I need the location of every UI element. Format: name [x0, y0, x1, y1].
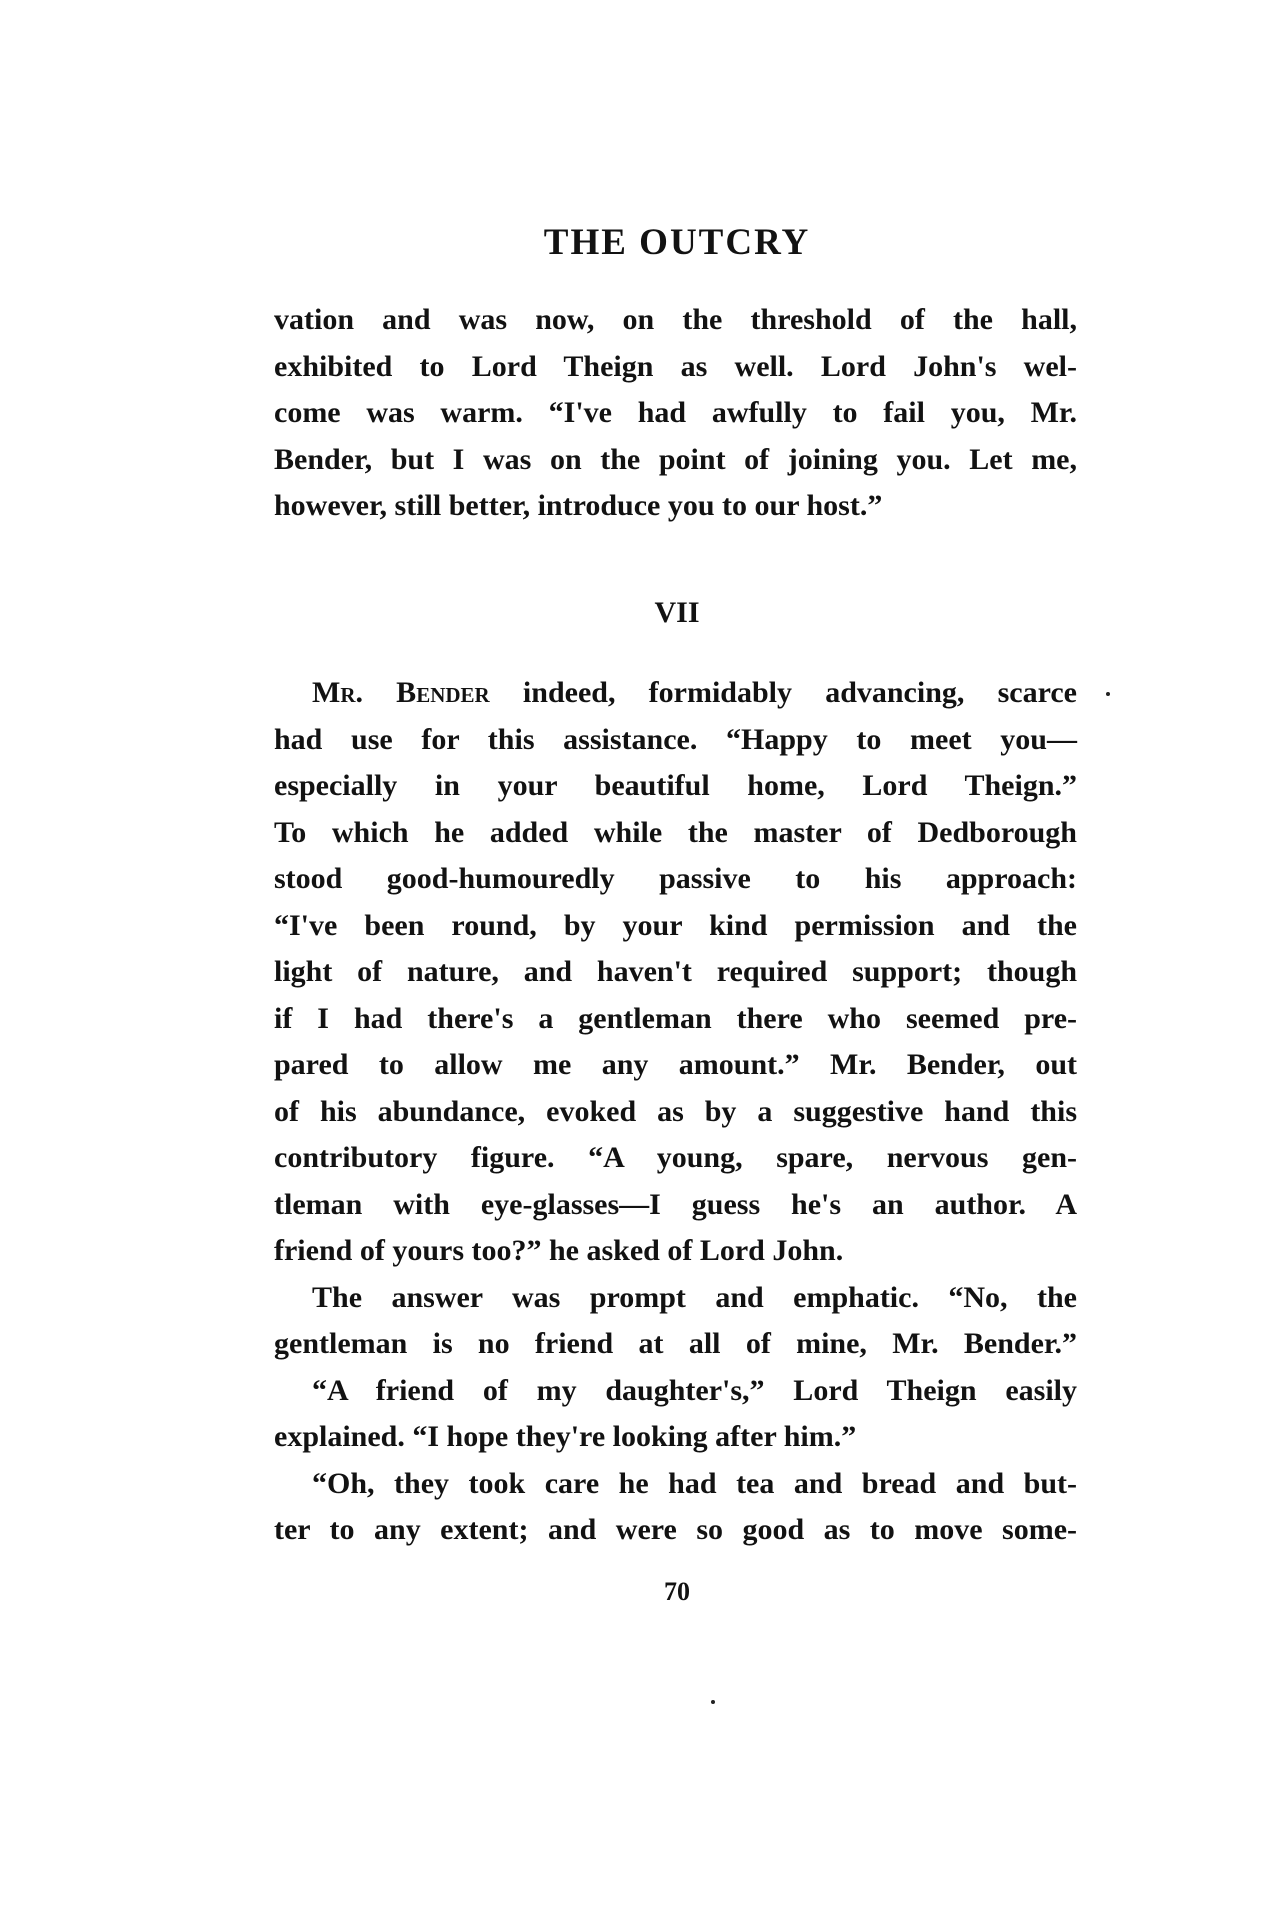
text-line: of his abundance, evoked as by a suggestive hand this — [274, 1094, 1077, 1128]
text-line: gentleman is no friend at all of mine, Mr. Bender.” — [274, 1327, 1077, 1360]
page-number: 70 — [664, 1577, 690, 1606]
text-line: vation and was now, on the threshold of the hall, — [274, 303, 1077, 336]
section-heading: VII — [654, 596, 700, 629]
text-line: “I've been round, by your kind permission and the — [274, 908, 1077, 942]
running-title: THE OUTCRY — [543, 222, 811, 263]
text-line: ter to any extent; and were so good as to move some- — [274, 1513, 1077, 1546]
text-line: however, still better, introduce you to our host.” — [274, 489, 883, 522]
scan-speck — [1106, 692, 1110, 696]
text-line-rest: indeed, formidably advancing, scarce — [489, 676, 1077, 709]
text-line: friend of yours too?” he asked of Lord John. — [274, 1234, 844, 1267]
text-block-continuation — [274, 297, 1077, 530]
text-line: exhibited to Lord Theign as well. Lord John's wel- — [274, 349, 1077, 383]
text-line — [274, 670, 1077, 717]
text-block-section-vii — [274, 670, 1077, 1554]
text-line: Bender, but I was on the point of joining you. Let me, — [274, 442, 1077, 476]
text-line: pared to allow me any amount.” Mr. Bender, out — [274, 1048, 1077, 1081]
text-line: “A friend of my daughter's,” Lord Theign easily — [312, 1373, 1077, 1407]
text-line: light of nature, and haven't required support; though — [274, 955, 1077, 988]
text-line: To which he added while the master of Dedborough — [274, 815, 1077, 849]
text-line: “Oh, they took care he had tea and bread and but- — [312, 1466, 1077, 1500]
text-line: tleman with eye-glasses—I guess he's an author. A — [274, 1187, 1077, 1221]
text-line: stood good-humouredly passive to his approach: — [274, 862, 1077, 895]
text-line: come was warm. “I've had awfully to fail you, Mr. — [274, 396, 1077, 429]
small-caps-name: Mr. Bender — [312, 676, 490, 709]
text-line: contributory figure. “A young, spare, nervous gen- — [274, 1141, 1077, 1174]
scan-speck — [711, 1700, 715, 1704]
text-line: especially in your beautiful home, Lord Theign.” — [274, 769, 1077, 802]
text-line: if I had there's a gentleman there who seemed pre- — [274, 1001, 1077, 1035]
text-line: had use for this assistance. “Happy to meet you— — [274, 722, 1077, 756]
text-line: explained. “I hope they're looking after him.” — [274, 1420, 857, 1453]
text-line: The answer was prompt and emphatic. “No, the — [312, 1280, 1077, 1314]
